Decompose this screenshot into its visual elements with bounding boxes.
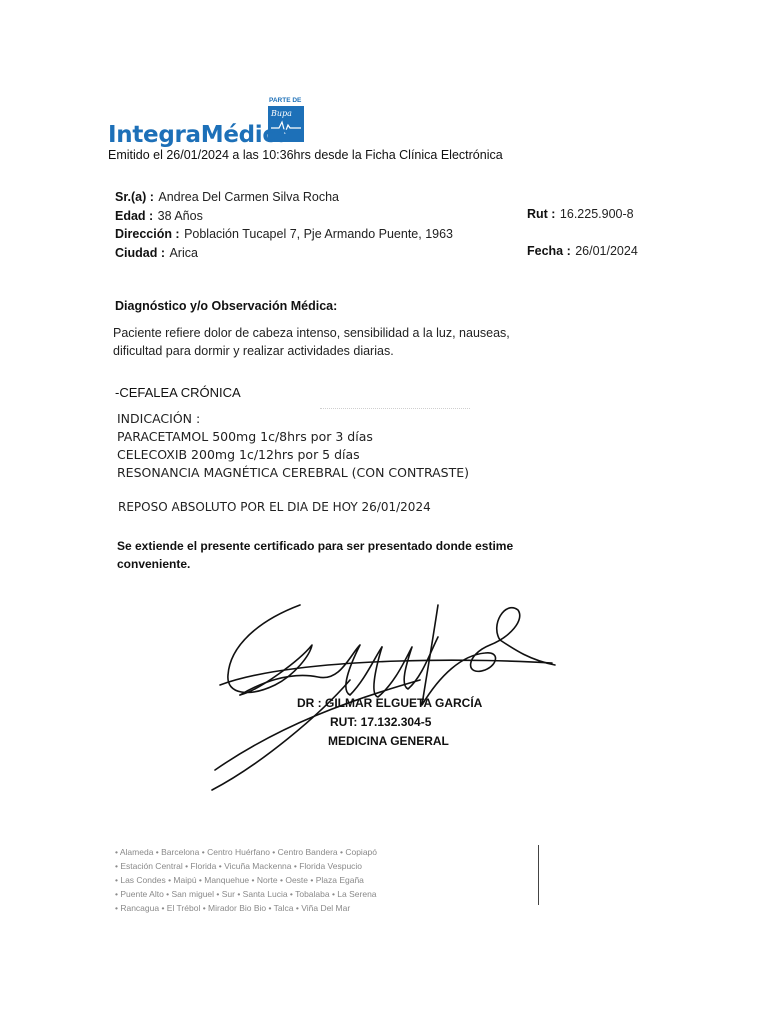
patient-rut-row	[527, 205, 634, 223]
patient-age-label: Edad :	[115, 209, 154, 223]
patient-rut-label: Rut :	[527, 207, 556, 221]
branches-line: • Rancagua • El Trébol • Mirador Bio Bio • Talca • Viña Del Mar	[115, 903, 351, 913]
patient-address-row	[115, 225, 453, 243]
patient-name-row	[115, 188, 339, 206]
patient-address-label: Dirección :	[115, 227, 180, 241]
patient-city-label: Ciudad :	[115, 246, 165, 260]
issue-date-row	[527, 242, 638, 260]
divider	[320, 408, 470, 411]
doctor-rut: RUT: 17.132.304-5	[330, 715, 432, 729]
bupa-logo-word: Bupa	[271, 109, 292, 118]
certificate-text: Se extiende el presente certificado para ser presentado donde estime conveniente.	[117, 539, 514, 571]
indications-title: INDICACIÓN :	[117, 411, 201, 426]
indication-item: PARACETAMOL 500mg 1c/8hrs por 3 días	[117, 429, 373, 444]
patient-name-label: Sr.(a) :	[115, 190, 154, 204]
patient-age: 38 Años	[157, 209, 203, 223]
patient-age-row	[115, 207, 203, 225]
diagnosis-line: -CEFALEA CRÓNICA	[115, 385, 241, 400]
branches-list	[115, 845, 377, 915]
brand-logo: IntegraMédica	[108, 122, 291, 148]
branches-line: • Las Condes • Maipú • Manquehue • Norte • Oeste • Plaza Egaña	[115, 875, 364, 885]
footer-divider	[538, 845, 539, 905]
indication-item: CELECOXIB 200mg 1c/12hrs por 5 días	[117, 447, 360, 462]
patient-city-row	[115, 244, 198, 262]
diagnosis-title: Diagnóstico y/o Observación Médica:	[115, 299, 338, 313]
patient-address: Población Tucapel 7, Pje Armando Puente, 1963	[184, 227, 454, 241]
rest-line: REPOSO ABSOLUTO POR EL DIA DE HOY 26/01/2024	[118, 500, 431, 514]
patient-rut: 16.225.900-8	[559, 207, 634, 221]
doctor-name: DR : GILMAR ELGUETA GARCÍA	[297, 696, 483, 710]
issue-date-label: Fecha :	[527, 244, 571, 258]
issue-date: 26/01/2024	[575, 244, 638, 258]
branches-line: • Alameda • Barcelona • Centro Huérfano • Centro Bandera • Copiapó	[115, 847, 378, 857]
branches-line: • Estación Central • Florida • Vicuña Mackenna • Florida Vespucio	[115, 861, 363, 871]
patient-name: Andrea Del Carmen Silva Rocha	[158, 190, 339, 204]
partner-label: PARTE DE	[269, 97, 302, 104]
indication-item: RESONANCIA MAGNÉTICA CEREBRAL (CON CONTRASTE)	[117, 465, 470, 480]
handwritten-signature	[200, 585, 570, 800]
patient-city: Arica	[169, 246, 198, 260]
branches-line: • Puente Alto • San miguel • Sur • Santa Lucia • Tobalaba • La Serena	[115, 889, 377, 899]
doctor-specialty: MEDICINA GENERAL	[328, 734, 449, 748]
diagnosis-body: Paciente refiere dolor de cabeza intenso, sensibilidad a la luz, nauseas, dificultad para dormir y realizar actividades diarias.	[113, 326, 510, 358]
issued-line: Emitido el 26/01/2024 a las 10:36hrs desde la Ficha Clínica Electrónica	[108, 148, 503, 162]
